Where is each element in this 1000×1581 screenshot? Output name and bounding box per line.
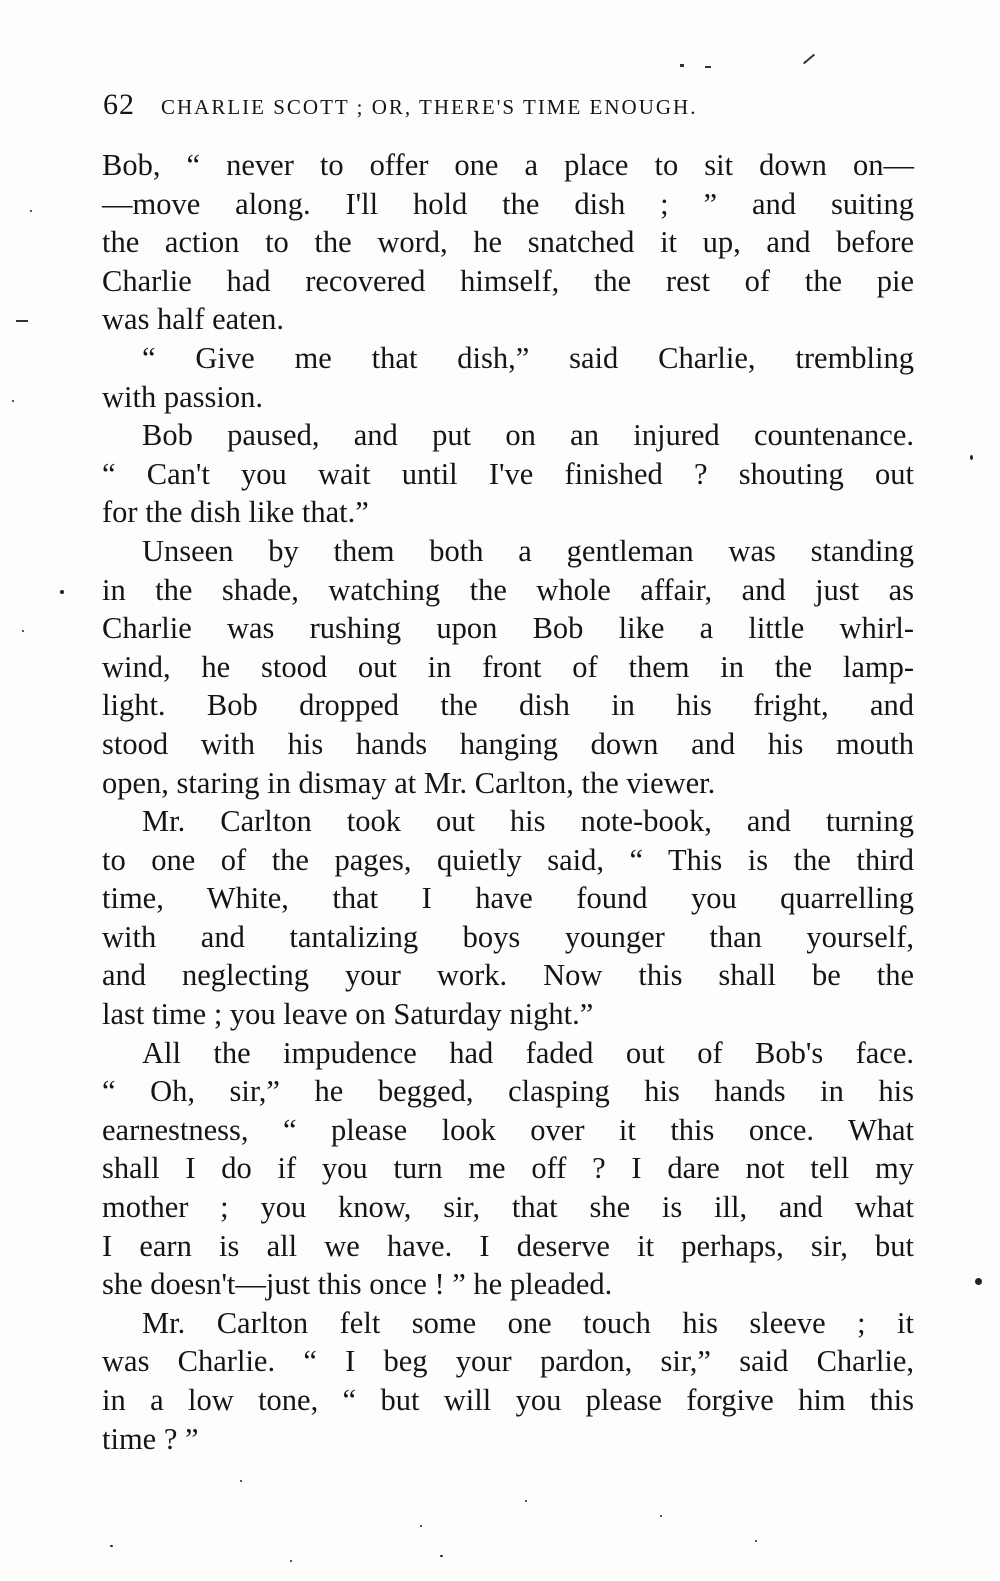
page-header (103, 88, 883, 124)
text-line: Charlie had recovered himself, the rest of the pie (102, 263, 914, 298)
scan-speck (110, 1545, 113, 1547)
text-line: in the shade, watching the whole affair, and just as (102, 572, 914, 607)
text-line: shall I do if you turn me off ? I dare not tell my (102, 1151, 914, 1186)
text-line: light. Bob dropped the dish in his fright, and (102, 688, 914, 723)
text-line: Bob, “ never to offer one a place to sit down on— (102, 148, 914, 182)
text-line: Bob paused, and put on an injured countenance. (142, 418, 914, 453)
scan-speck (440, 1555, 443, 1557)
text-line: All the impudence had faded out of Bob's face. (142, 1035, 914, 1070)
scan-speck (705, 66, 711, 68)
text-line: open, staring in dismay at Mr. Carlton, the viewer. (102, 765, 716, 800)
text-line: with passion. (102, 379, 263, 414)
text-line: was half eaten. (102, 302, 285, 337)
text-line: in a low tone, “ but will you please forgive him this (102, 1383, 914, 1417)
page-number: 62 (103, 88, 135, 121)
scan-speck (290, 1560, 292, 1562)
text-line: for the dish like that.” (102, 495, 369, 530)
scan-speck (680, 64, 684, 67)
text-line: last time ; you leave on Saturday night.” (102, 997, 594, 1032)
text-line: earnestness, “ please look over it this once. What (102, 1112, 914, 1147)
text-line: “ Give me that dish,” said Charlie, trembling (142, 340, 914, 375)
scan-speck (970, 455, 973, 460)
text-line: mother ; you know, sir, that she is ill, and what (102, 1190, 914, 1225)
text-line: Mr. Carlton felt some one touch his sleeve ; it (142, 1305, 914, 1340)
text-line: I earn is all we have. I deserve it perhaps, sir, but (102, 1228, 914, 1263)
scan-speck (22, 630, 24, 632)
text-line: the action to the word, he snatched it up, and before (102, 225, 914, 260)
text-line: Charlie was rushing upon Bob like a little whirl- (102, 611, 914, 646)
scan-speck (16, 320, 28, 322)
scan-speck (975, 1278, 982, 1285)
scan-speck (525, 1500, 527, 1502)
text-line: stood with his hands hanging down and his mouth (102, 726, 914, 761)
scan-speck (60, 590, 64, 594)
text-line: time, White, that I have found you quarrelling (102, 881, 914, 916)
scan-speck (30, 210, 32, 212)
text-line: Mr. Carlton took out his note-book, and turning (142, 804, 914, 839)
scan-speck (660, 1515, 662, 1517)
text-line: to one of the pages, quietly said, “ This is the third (102, 842, 914, 877)
text-line: Unseen by them both a gentleman was standing (142, 533, 914, 568)
text-line: time ? ” (102, 1421, 199, 1456)
scan-speck (755, 1540, 757, 1542)
text-line: “ Can't you wait until I've finished ? shouting out (102, 456, 914, 491)
body-text (102, 146, 914, 1458)
scan-speck (420, 1525, 422, 1527)
text-line: was Charlie. “ I beg your pardon, sir,” said Charlie, (102, 1344, 914, 1379)
text-line: “ Oh, sir,” he begged, clasping his hands in his (102, 1074, 914, 1109)
text-line: with and tantalizing boys younger than yourself, (102, 919, 914, 954)
scan-speck (240, 1480, 242, 1482)
text-line: —move along. I'll hold the dish ; ” and suiting (102, 186, 914, 221)
scan-speck (803, 54, 815, 65)
scan-speck (12, 400, 14, 402)
text-line: wind, he stood out in front of them in the lamp- (102, 649, 914, 684)
text-line: and neglecting your work. Now this shall be the (102, 958, 914, 993)
text-line: she doesn't—just this once ! ” he pleaded. (102, 1267, 613, 1302)
running-title: CHARLIE SCOTT ; OR, THERE'S TIME ENOUGH. (161, 95, 698, 119)
